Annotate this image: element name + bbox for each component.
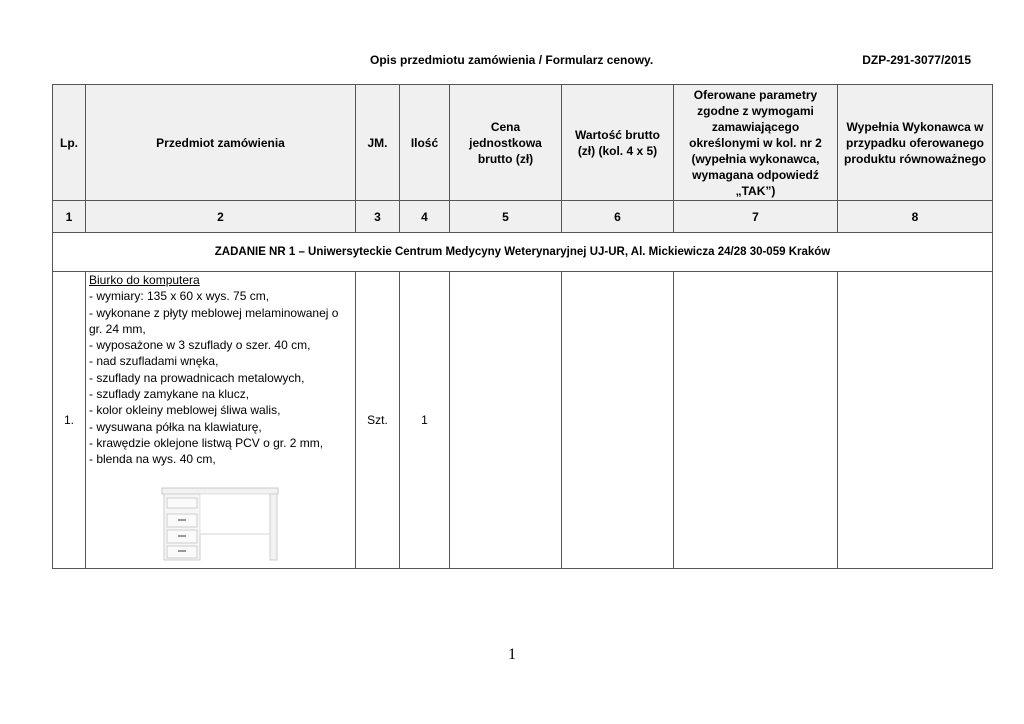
task-heading: ZADANIE NR 1 – Uniwersyteckie Centrum Medycyny Weterynaryjnej UJ-UR, Al. Mickiewicza 24/28 30-059 Kraków <box>53 233 993 272</box>
item-total-value[interactable] <box>562 272 674 569</box>
item-spec: - wyposażone w 3 szuflady o szer. 40 cm, <box>89 338 311 353</box>
item-spec-list <box>89 288 352 467</box>
column-header-quantity: Ilość <box>400 85 450 201</box>
column-number: 6 <box>562 201 674 233</box>
price-form-table <box>52 84 993 569</box>
page-header <box>52 53 992 69</box>
header-row <box>53 85 993 201</box>
table-row <box>53 272 993 569</box>
column-number: 5 <box>450 201 562 233</box>
column-header-equivalent: Wypełnia Wykonawca w przypadku oferowanego produktu równoważnego <box>838 85 993 201</box>
item-unit: Szt. <box>356 272 400 569</box>
item-spec: - szuflady zamykane na klucz, <box>89 387 250 402</box>
item-lp: 1. <box>53 272 86 569</box>
task-row <box>53 233 993 272</box>
item-spec: - wykonane z płyty meblowej melaminowanej o gr. 24 mm, <box>89 305 339 336</box>
column-number: 4 <box>400 201 450 233</box>
column-number: 2 <box>86 201 356 233</box>
column-header-unit-price: Cena jednostkowa brutto (zł) <box>450 85 562 201</box>
item-description-cell <box>86 272 356 569</box>
document-title: Opis przedmiotu zamówienia / Formularz cenowy. <box>370 53 654 67</box>
item-spec: - kolor okleiny meblowej śliwa walis, <box>89 403 281 418</box>
item-spec: - krawędzie oklejone listwą PCV o gr. 2 mm, <box>89 435 324 450</box>
item-name: Biurko do komputera <box>89 273 200 287</box>
desk-illustration <box>161 484 281 564</box>
column-header-unit: JM. <box>356 85 400 201</box>
item-spec: - szuflady na prowadnicach metalowych, <box>89 370 305 385</box>
column-number: 7 <box>674 201 838 233</box>
item-spec: - wymiary: 135 x 60 x wys. 75 cm, <box>89 289 270 304</box>
item-spec: - blenda na wys. 40 cm, <box>89 452 216 467</box>
column-number: 8 <box>838 201 993 233</box>
column-header-subject: Przedmiot zamówienia <box>86 85 356 201</box>
item-offered-params[interactable] <box>674 272 838 569</box>
column-number: 3 <box>356 201 400 233</box>
item-spec: - wysuwana półka na klawiaturę, <box>89 419 262 434</box>
item-quantity: 1 <box>400 272 450 569</box>
document-reference: DZP-291-3077/2015 <box>862 53 971 67</box>
column-number-row <box>53 201 993 233</box>
item-unit-price[interactable] <box>450 272 562 569</box>
column-number: 1 <box>53 201 86 233</box>
item-spec: - nad szufladami wnęka, <box>89 354 219 369</box>
page-number: 1 <box>508 646 516 663</box>
column-header-offered-params: Oferowane parametry zgodne z wymogami zamawiającego określonymi w kol. nr 2 (wypełnia wykonawca, wymagana odpowiedź „TAK”) <box>674 85 838 201</box>
column-header-lp: Lp. <box>53 85 86 201</box>
item-equivalent-product[interactable] <box>838 272 993 569</box>
column-header-total-value: Wartość brutto (zł) (kol. 4 x 5) <box>562 85 674 201</box>
